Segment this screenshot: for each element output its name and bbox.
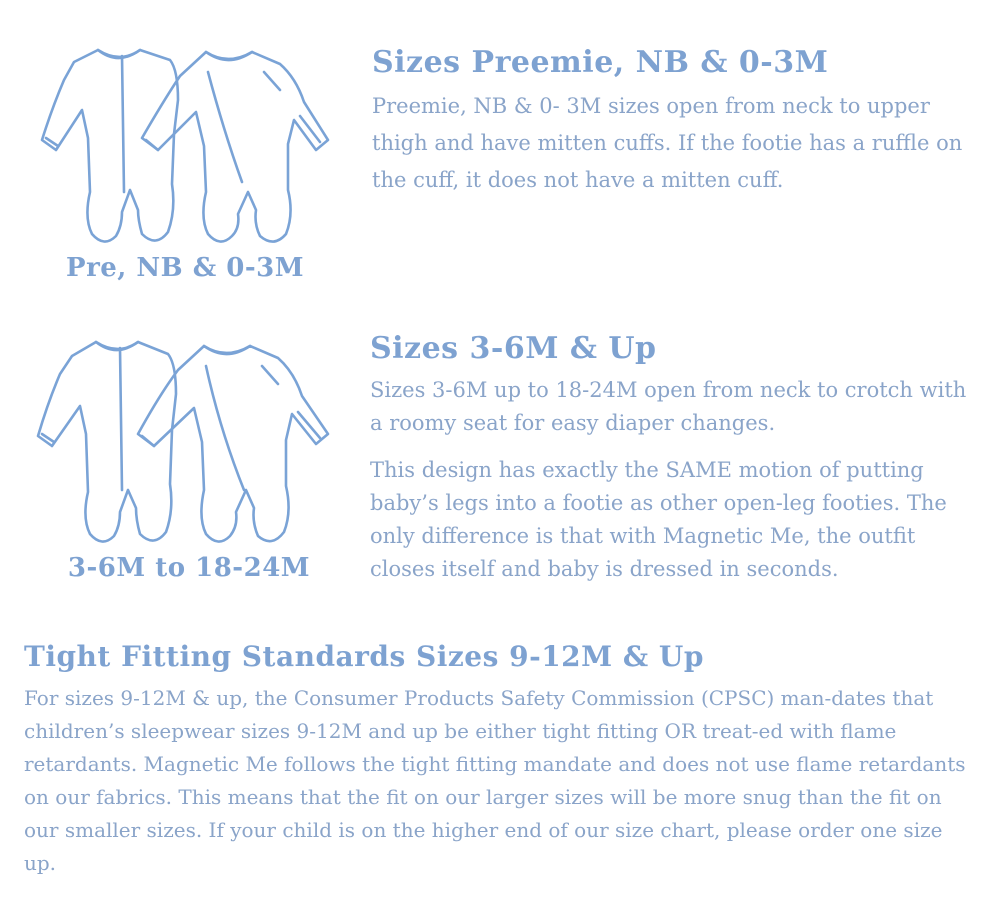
section-title: Sizes 3-6M & Up bbox=[370, 331, 657, 366]
two-footie-sleepers-full-opening-icon bbox=[32, 334, 342, 554]
section-paragraph: For sizes 9-12M & up, the Consumer Products Safety Commission (CPSC) man-dates that children’s sleepwear sizes 9-12M and up be either tight fitting OR treat-ed with flame retardants. Magnetic Me follows the tight fitting mandate and does not use flame retardants on our fabrics. This means that the fit on our larger sizes will be more snug than the fit on our smaller sizes. If your child is on the higher end of our size chart, please order one size up. bbox=[24, 686, 966, 875]
section-title: Sizes Preemie, NB & 0-3M bbox=[372, 45, 829, 80]
illustration-caption-1: Pre, NB & 0-3M bbox=[66, 253, 304, 283]
section-paragraph: Preemie, NB & 0- 3M sizes open from neck to upper thigh and have mitten cuffs. If the footie has a ruffle on the cuff, it does not have a mitten cuff. bbox=[372, 94, 963, 192]
illustration-caption-2: 3-6M to 18-24M bbox=[67, 553, 311, 583]
section-tight-fitting bbox=[24, 638, 979, 880]
two-footie-sleepers-short-opening-icon bbox=[38, 42, 343, 252]
section-paragraph: Sizes 3-6M up to 18-24M open from neck to crotch with a roomy seat for easy diaper changes. bbox=[370, 378, 967, 435]
section-preemie bbox=[372, 44, 972, 199]
section-3-6m bbox=[370, 330, 975, 586]
section-title: Tight Fitting Standards Sizes 9-12M & Up bbox=[24, 640, 704, 673]
section-paragraph: This design has exactly the SAME motion of putting baby’s legs into a footie as other open-leg footies. The only difference is that with Magnetic Me, the outfit closes itself and baby is dressed in seconds. bbox=[370, 458, 947, 581]
